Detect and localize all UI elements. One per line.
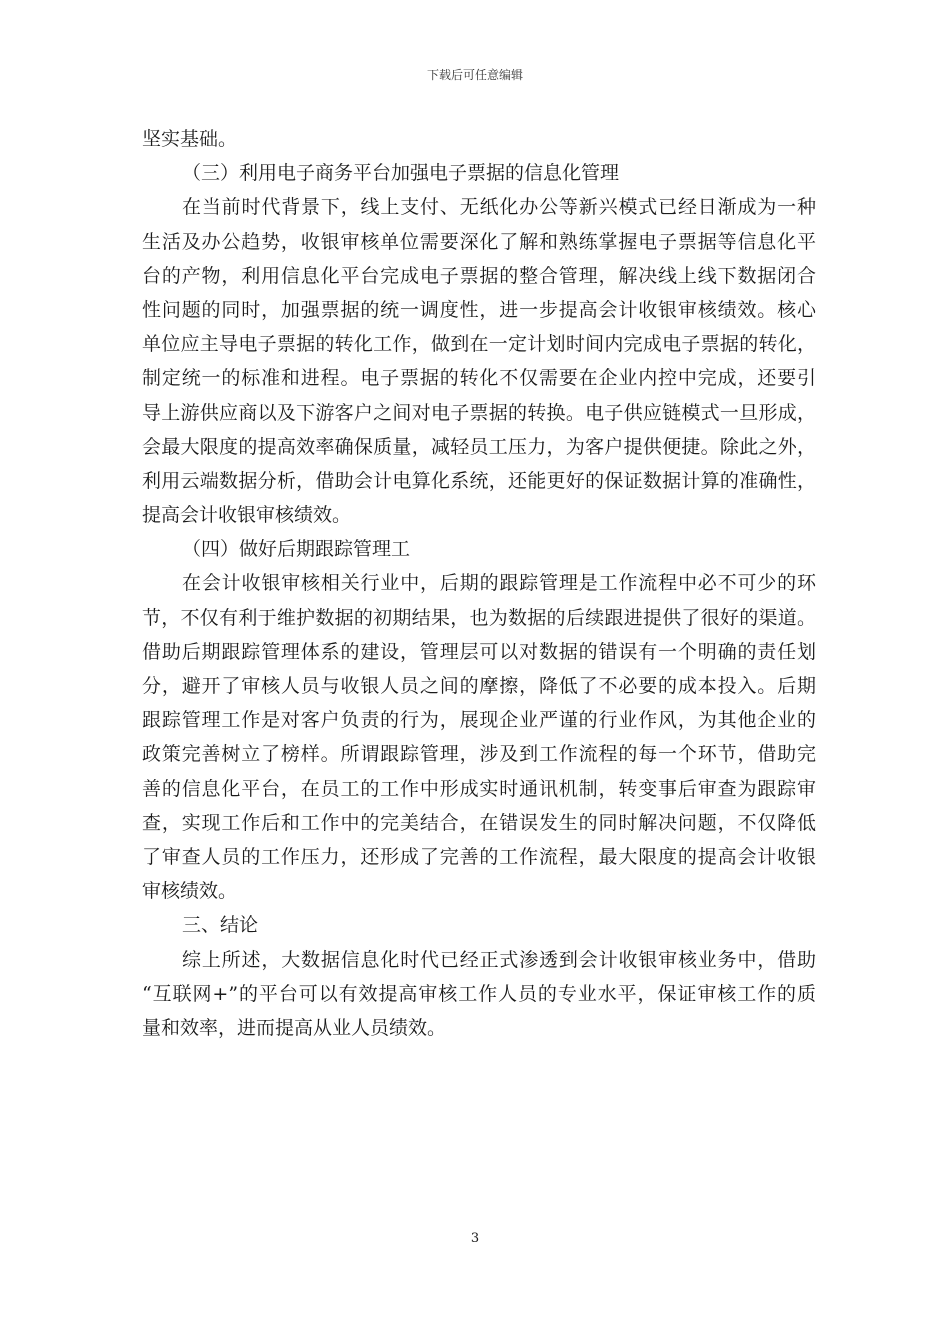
section-heading-4: （四）做好后期跟踪管理工: [182, 538, 411, 561]
section-heading-3: （三）利用电子商务平台加强电子票据的信息化管理: [182, 162, 620, 185]
document-body: [142, 122, 816, 1045]
section-heading-conclusion: 三、结论: [182, 914, 259, 937]
page-header: 下载后可任意编辑: [426, 68, 523, 82]
paragraph-line: 了审查人员的工作压力，还形成了完善的工作流程，最大限度的提高会计收银: [142, 845, 816, 868]
paragraph-line: 善的信息化平台，在员工的工作中形成实时通讯机制，转变事后审查为跟踪审: [142, 777, 816, 800]
paragraph-line: 审核绩效。: [142, 880, 238, 903]
paragraph-line: 跟踪管理工作是对客户负责的行为，展现企业严谨的行业作风，为其他企业的: [142, 709, 816, 732]
paragraph-line: 政策完善树立了榜样。所谓跟踪管理，涉及到工作流程的每一个环节，借助完: [142, 743, 816, 766]
paragraph-line: 分，避开了审核人员与收银人员之间的摩擦，降低了不必要的成本投入。后期: [142, 675, 816, 697]
paragraph-line: 量和效率，进而提高从业人员绩效。: [142, 1016, 447, 1039]
paragraph-line: 查，实现工作后和工作中的完美结合，在错误发生的同时解决问题，不仅降低: [142, 811, 816, 834]
paragraph-line: 节，不仅有利于维护数据的初期结果，也为数据的后续跟进提供了很好的渠道。: [142, 606, 816, 629]
paragraph-line: 利用云端数据分析，借助会计电算化系统，还能更好的保证数据计算的准确性，: [142, 469, 816, 492]
paragraph-line: 在当前时代背景下，线上支付、无纸化办公等新兴模式已经日渐成为一种: [182, 196, 816, 219]
paragraph-line: 导上游供应商以及下游客户之间对电子票据的转换。电子供应链模式一旦形成，: [142, 401, 816, 424]
paragraph-line: 在会计收银审核相关行业中，后期的跟踪管理是工作流程中必不可少的环: [182, 572, 816, 595]
paragraph-line: 会最大限度的提高效率确保质量，减轻员工压力，为客户提供便捷。除此之外，: [142, 435, 816, 458]
paragraph-line: 生活及办公趋势，收银审核单位需要深化了解和熟练掌握电子票据等信息化平: [142, 230, 816, 253]
paragraph-line: 性问题的同时，加强票据的统一调度性，进一步提高会计收银审核绩效。核心: [142, 298, 816, 321]
paragraph-line: 坚实基础。: [142, 128, 238, 150]
paragraph-line: 单位应主导电子票据的转化工作，做到在一定计划时间内完成电子票据的转化，: [142, 333, 816, 356]
paragraph-line: 借助后期跟踪管理体系的建设，管理层可以对数据的错误有一个明确的责任划: [142, 640, 816, 663]
paragraph-line: “互联网+”的平台可以有效提高审核工作人员的专业水平，保证审核工作的质: [142, 982, 816, 1005]
paragraph-line: 台的产物，利用信息化平台完成电子票据的整合管理，解决线上线下数据闭合: [142, 264, 816, 287]
page-number: 3: [470, 1231, 480, 1246]
paragraph-line: 提高会计收银审核绩效。: [142, 504, 352, 527]
paragraph-line: 制定统一的标准和进程。电子票据的转化不仅需要在企业内控中完成，还要引: [142, 367, 816, 390]
paragraph-line: 综上所述，大数据信息化时代已经正式渗透到会计收银审核业务中，借助: [182, 948, 816, 971]
